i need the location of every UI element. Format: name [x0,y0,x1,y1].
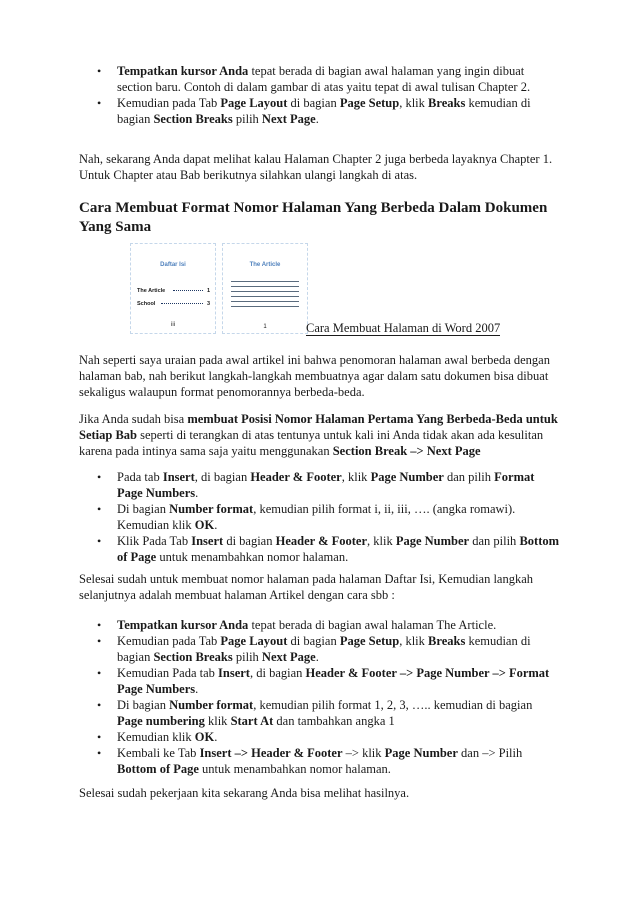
toc-leader [161,303,203,304]
bold-text: Page Setup [339,96,400,110]
bold-text: Header & Footer [250,470,342,484]
text: tepat berada di bagian awal halaman The Article. [248,618,497,632]
bold-text: Breaks [428,96,466,110]
bold-text: Page Layout [220,96,288,110]
text: kemudian di bagian [117,96,531,126]
text: , di bagian [249,666,306,680]
text-line [231,286,299,287]
bold-text: Format Page Numbers [117,470,535,500]
bold-text: Next Page [261,650,316,664]
list-item [79,745,561,777]
bold-text: OK [194,730,215,744]
thumbnail-title: The Article [249,262,281,268]
bold-text: Header & Footer [275,534,368,548]
text: pilih [232,650,262,664]
list-item [79,617,561,633]
bold-text: Insert –> Header & Footer [199,746,343,760]
text: tepat berada di bagian awal halaman yang ingin dibuat section baru. Contoh di dalam gambar di atas yaitu tepat di awal tulisan Chapter 2. [117,64,531,94]
text: , klik [399,634,429,648]
text: Kemudian Pada tab [117,666,219,680]
bullet-list-2 [79,469,561,565]
list-item [79,729,561,745]
text-line [231,306,299,307]
bold-text: Page Number [384,746,458,760]
text: Kembali ke Tab [117,746,200,760]
bold-text: membuat Posisi Nomor Halaman Pertama Yang Berbeda-Beda untuk Setiap Bab [79,412,558,442]
bullet-list-1 [79,63,561,127]
paragraph-5: Selesai sudah pekerjaan kita sekarang Anda bisa melihat hasilnya. [79,786,410,800]
bold-text: Section Break –> Next Page [332,444,481,458]
text: , klik [399,96,429,110]
text: dan pilih [469,534,520,548]
list-item [79,63,561,95]
thumbnail-title: Daftar Isi [160,262,186,268]
text: dan –> Pilih [457,746,523,760]
text: . [214,518,218,532]
text: untuk menambahkan nomor halaman. [156,550,349,564]
text: pilih [232,112,262,126]
caption-text: Cara Membuat Halaman di Word 2007 [306,321,501,335]
section-heading: Cara Membuat Format Nomor Halaman Yang Berbeda Dalam Dokumen Yang Sama [79,200,548,235]
text: Klik Pada Tab [117,534,192,548]
list-item [79,665,561,697]
figure-caption [306,320,500,336]
text: . [214,730,218,744]
text: Di bagian [117,698,170,712]
text: Jika Anda sudah bisa [79,412,188,426]
text: seperti di terangkan di atas tentunya untuk kali ini Anda tidak akan ada kesulitan karena pada intinya sama saja yaitu menggunakan [79,428,544,458]
bold-text: Bottom of Page [117,534,560,564]
text: . [195,682,199,696]
text: klik [204,714,231,728]
text-line [231,291,299,292]
bold-text: Page Number [395,534,470,548]
page-number: 1 [263,324,267,330]
text: di bagian [223,534,276,548]
bold-text: Insert [191,534,224,548]
bold-text: Number format [169,698,254,712]
text: Pada tab [117,470,163,484]
paragraph-1: Nah, sekarang Anda dapat melihat kalau Halaman Chapter 2 juga berbeda layaknya Chapter 1. Untuk Chapter atau Bab berikutnya silahkan ulangi langkah di atas. [79,152,553,182]
toc-entry-number: 3 [207,301,211,307]
bold-text: Tempatkan kursor Anda [117,64,249,78]
bold-text: Page Setup [339,634,400,648]
text: . [315,112,319,126]
bold-text: OK [194,518,215,532]
bold-text: Section Breaks [153,112,233,126]
text: di bagian [287,634,340,648]
text: , kemudian pilih format i, ii, iii, …. (angka romawi). Kemudian klik [117,502,516,532]
text: , di bagian [194,470,251,484]
bold-text: Next Page [261,112,316,126]
text: kemudian di bagian [117,634,531,664]
text: di bagian [287,96,340,110]
bold-text: Insert [162,470,195,484]
bold-text: Header & Footer –> Page Number –> Format Page Numbers [117,666,550,696]
text: dan pilih [443,470,495,484]
text: Kemudian pada Tab [117,634,221,648]
bullet-list-3 [79,617,561,777]
thumbnail-article [222,243,308,334]
toc-leader [173,290,203,291]
toc-entry-number: 1 [207,288,211,294]
thumbnail-daftar-isi [130,243,216,334]
list-item [79,501,561,533]
toc-entry-label: School [137,301,156,307]
text: . [315,650,319,664]
bold-text: Page numbering [117,714,205,728]
text-line [231,281,299,282]
bold-text: Number format [169,502,254,516]
bold-text: Page Layout [220,634,288,648]
text: dan tambahkan angka 1 [273,714,395,728]
list-item [79,95,561,127]
paragraph-4: Selesai sudah untuk membuat nomor halaman pada halaman Daftar Isi, Kemudian langkah selanjutnya adalah membuat halaman Artikel dengan cara sbb : [79,572,534,602]
bold-text: Page Number [370,470,444,484]
text: Di bagian [117,502,170,516]
bold-text: Start At [230,714,274,728]
list-item [79,533,561,565]
bold-text: Breaks [428,634,466,648]
text: , kemudian pilih format 1, 2, 3, ….. kemudian di bagian [253,698,533,712]
text: . [195,486,199,500]
bold-text: Section Breaks [153,650,233,664]
text-line [231,296,299,297]
text: untuk menambahkan nomor halaman. [198,762,391,776]
text: , klik [341,470,371,484]
page-number: iii [171,322,175,328]
bold-text: Insert [218,666,250,680]
toc-entry-label: The Article [137,288,166,294]
text-line [231,301,299,302]
text: , klik [367,534,396,548]
paragraph-2: Nah seperti saya uraian pada awal artikel ini bahwa penomoran halaman awal berbeda dengan halaman bab, nah berikut langkah-langkah membuatnya agar dalam satu dokumen bisa dibuat sekaligus walaupun format penomorannya berbeda-beda. [79,353,550,399]
list-item [79,633,561,665]
paragraph-3 [79,411,561,459]
text: Kemudian pada Tab [117,96,221,110]
bold-text: Tempatkan kursor Anda [117,618,249,632]
list-item [79,469,561,501]
bold-text: Bottom of Page [117,762,199,776]
text: Kemudian klik [117,730,195,744]
list-item [79,697,561,729]
text: –> klik [342,746,385,760]
